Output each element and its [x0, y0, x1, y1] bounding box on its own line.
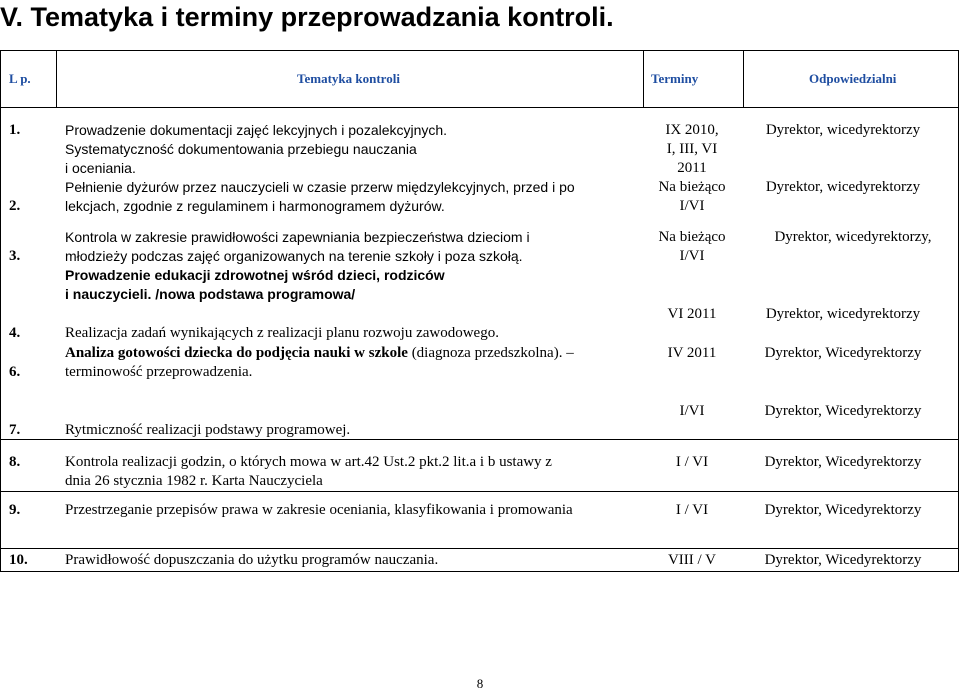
row-term: I / VI [675, 502, 709, 518]
row-term: I, III, VI [666, 141, 718, 157]
row-responsible: Dyrektor, Wicedyrektorzy [764, 552, 922, 568]
header-terms: Terminy [651, 71, 699, 86]
row-term: VI 2011 [667, 306, 717, 322]
column-divider [643, 51, 644, 107]
row-topic: Realizacja zadań wynikających z realizacji planu rozwoju zawodowego. [65, 325, 499, 341]
row-number: 3. [9, 248, 21, 264]
row-responsible: Dyrektor, Wicedyrektorzy [764, 403, 922, 419]
row-topic: Prowadzenie dokumentacji zajęć lekcyjnych i pozalekcyjnych. [65, 122, 448, 138]
row-topic: Systematyczność dokumentowania przebiegu nauczania [65, 141, 417, 157]
row-responsible: Dyrektor, Wicedyrektorzy [764, 502, 922, 518]
row-term: IV 2011 [667, 345, 717, 361]
row-responsible: Dyrektor, wicedyrektorzy [765, 179, 921, 195]
row-number: 1. [9, 122, 21, 138]
row-number: 8. [9, 454, 21, 470]
row-topic: i oceniania. [65, 160, 136, 176]
row-divider [1, 548, 958, 549]
row-topic: Pełnienie dyżurów przez nauczycieli w czasie przerw międzylekcyjnych, przed i po [65, 179, 575, 195]
inspection-schedule-table [0, 50, 959, 572]
row-topic-bold-part: /nowa podstawa programowa/ [151, 286, 356, 302]
row-topic-bold-part: Analiza gotowości dziecka do podjęcia nauki w szkole [65, 345, 408, 361]
row-topic: dnia 26 stycznia 1982 r. Karta Nauczyciela [65, 473, 323, 489]
row-number: 6. [9, 364, 21, 380]
row-responsible: Dyrektor, Wicedyrektorzy [764, 345, 922, 361]
column-divider [743, 51, 744, 107]
row-topic: Kontrola w zakresie prawidłowości zapewniania bezpieczeństwa dzieciom i [65, 229, 530, 245]
row-topic: Rytmiczność realizacji podstawy programowej. [65, 422, 351, 438]
header-divider [1, 107, 958, 108]
column-divider [56, 51, 57, 107]
header-topic: Tematyka kontroli [297, 71, 400, 86]
header-responsible: Odpowiedzialni [809, 71, 897, 86]
row-term: IX 2010, [665, 122, 719, 138]
row-topic-bold: Prowadzenie edukacji zdrowotnej wśród dzieci, rodziców [65, 267, 445, 283]
row-topic: terminowość przeprowadzenia. [65, 364, 253, 380]
row-term: Na bieżąco [658, 179, 726, 195]
row-divider [1, 491, 958, 492]
row-topic: Przestrzeganie przepisów prawa w zakresie oceniania, klasyfikowania i promowania [65, 502, 573, 518]
row-topic-bold [65, 285, 355, 304]
row-topic: Prawidłowość dopuszczania do użytku programów nauczania. [65, 552, 439, 568]
page-number: 8 [476, 676, 484, 691]
row-term: I/VI [679, 198, 705, 214]
header-lp: L p. [9, 71, 31, 86]
row-number: 4. [9, 325, 21, 341]
row-topic-bold-part: i nauczycieli. [65, 286, 152, 302]
row-term: I / VI [675, 454, 709, 470]
row-term: I/VI [679, 248, 705, 264]
row-topic: Kontrola realizacji godzin, o których mowa w art.42 Ust.2 pkt.2 lit.a i b ustawy z [65, 454, 552, 470]
row-number: 10. [9, 552, 28, 568]
row-number: 7. [9, 422, 21, 438]
page-title: V. Tematyka i terminy przeprowadzania kontroli. [0, 2, 614, 32]
row-term: Na bieżąco [658, 229, 726, 245]
row-responsible: Dyrektor, wicedyrektorzy [765, 122, 921, 138]
row-term: VIII / V [667, 552, 717, 568]
row-term: 2011 [677, 160, 707, 176]
row-responsible: Dyrektor, Wicedyrektorzy [764, 454, 922, 470]
row-term: I/VI [679, 403, 705, 419]
row-number: 9. [9, 502, 21, 518]
row-topic: lekcjach, zgodnie z regulaminem i harmonogramem dyżurów. [65, 198, 445, 214]
row-responsible: Dyrektor, wicedyrektorzy [765, 306, 921, 322]
row-topic: młodzieży podczas zajęć organizowanych na terenie szkoły i poza szkołą. [65, 248, 523, 264]
row-topic [65, 344, 574, 363]
row-number: 2. [9, 198, 21, 214]
row-responsible: Dyrektor, wicedyrektorzy, [774, 229, 932, 245]
row-topic-part: (diagnoza przedszkolna). – [407, 345, 574, 361]
